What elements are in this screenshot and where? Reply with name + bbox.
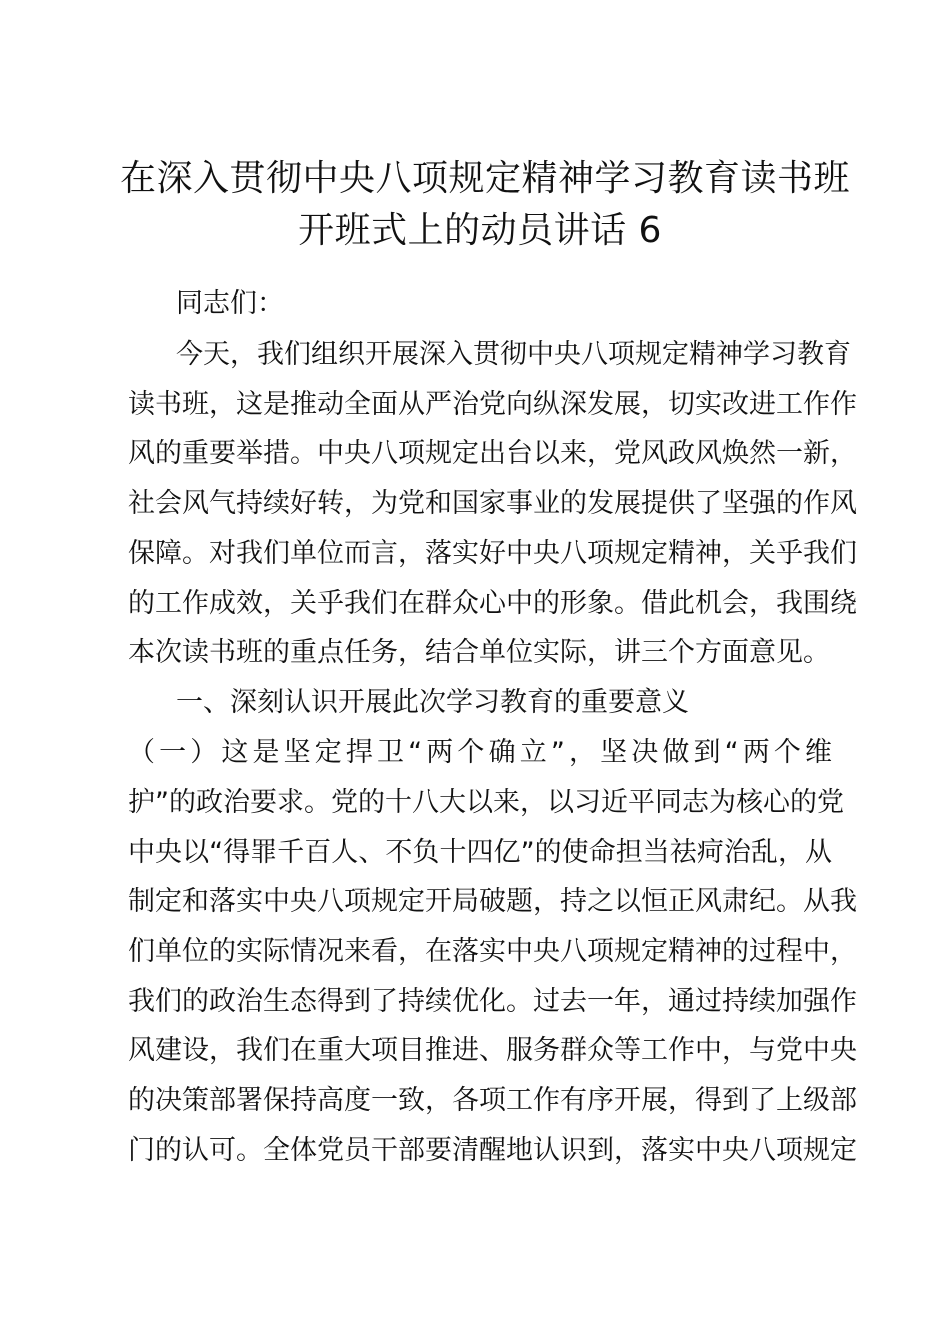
paragraph-line: 今天，我们组织开展深入贯彻中央八项规定精神学习教育 bbox=[176, 339, 851, 370]
paragraph-line: 中央以“得罪千百人、不负十四亿”的使命担当祛疴治乱，从 bbox=[128, 837, 832, 868]
paragraph-line: 读书班，这是推动全面从严治党向纵深发展，切实改进工作作 bbox=[128, 389, 857, 420]
paragraph-line: 的工作成效，关乎我们在群众心中的形象。借此机会，我围绕 bbox=[128, 588, 857, 619]
paragraph-line: 护”的政治要求。党的十八大以来，以习近平同志为核心的党 bbox=[128, 787, 844, 818]
paragraph-line: 们单位的实际情况来看，在落实中央八项规定精神的过程中， bbox=[128, 936, 857, 967]
document-title-line-2: 开班式上的动员讲话 6 bbox=[298, 210, 662, 251]
paragraph-line: 风建设，我们在重大项目推进、服务群众等工作中，与党中央 bbox=[128, 1035, 857, 1066]
paragraph-line: 保障。对我们单位而言，落实好中央八项规定精神，关乎我们 bbox=[128, 538, 857, 569]
paragraph-line: 风的重要举措。中央八项规定出台以来，党风政风焕然一新， bbox=[128, 438, 857, 469]
paragraph-line: 门的认可。全体党员干部要清醒地认识到，落实中央八项规定 bbox=[128, 1135, 857, 1166]
paragraph-line: 的决策部署保持高度一致，各项工作有序开展，得到了上级部 bbox=[128, 1085, 857, 1116]
paragraph-line: 本次读书班的重点任务，结合单位实际，讲三个方面意见。 bbox=[128, 637, 830, 668]
paragraph-line: （一）这是坚定捍卫“两个确立”，坚决做到“两个维 bbox=[128, 737, 832, 768]
document-title-line-1: 在深入贯彻中央八项规定精神学习教育读书班 bbox=[120, 158, 851, 199]
salutation: 同志们： bbox=[176, 288, 284, 319]
paragraph-line: 社会风气持续好转，为党和国家事业的发展提供了坚强的作风 bbox=[128, 488, 857, 519]
section-heading: 一、深刻认识开展此次学习教育的重要意义 bbox=[176, 687, 689, 718]
paragraph-line: 我们的政治生态得到了持续优化。过去一年，通过持续加强作 bbox=[128, 986, 857, 1017]
paragraph-line: 制定和落实中央八项规定开局破题，持之以恒正风肃纪。从我 bbox=[128, 886, 857, 917]
